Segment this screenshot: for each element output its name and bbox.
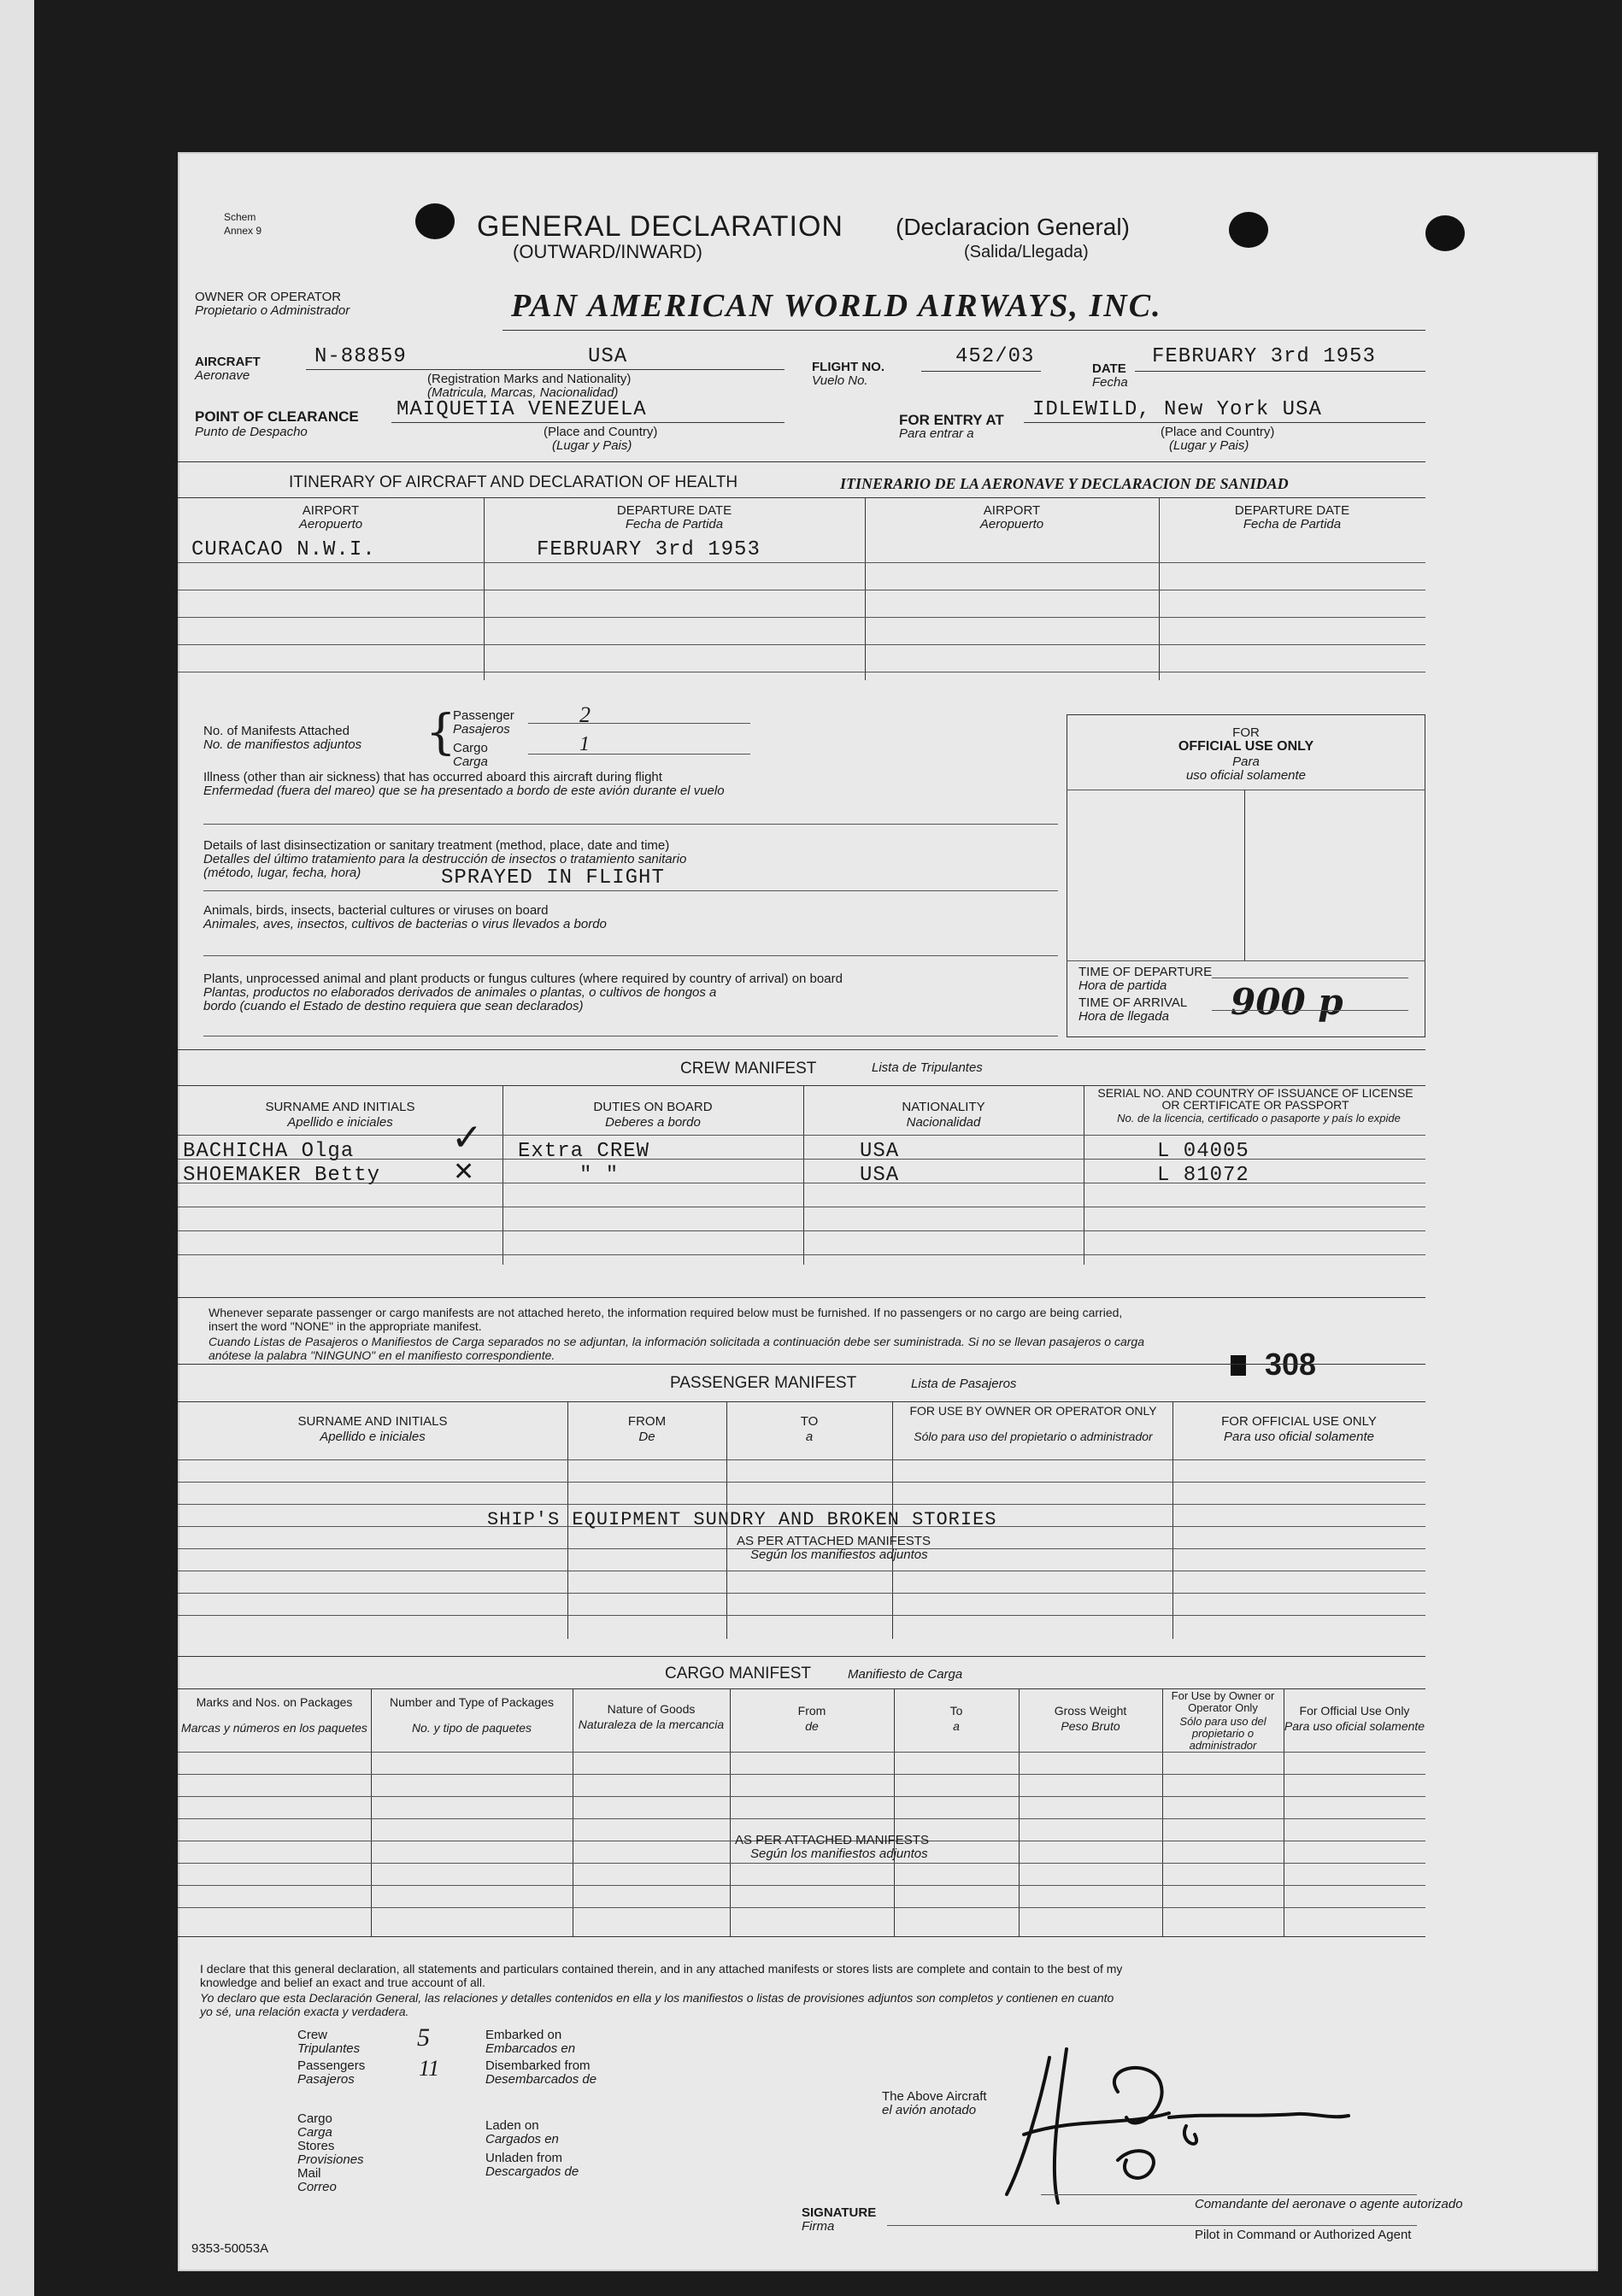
crew-row-1-serial: L 04005	[1157, 1140, 1249, 1163]
pax-col-from-es: De	[638, 1430, 655, 1444]
entry-value: IDLEWILD, New York USA	[1032, 398, 1322, 421]
aircraft-nationality: USA	[588, 345, 628, 368]
embarked-label: Embarked on	[485, 2028, 562, 2042]
laden-label-es: Cargados en	[485, 2132, 559, 2146]
cargo-count: 1	[579, 733, 590, 755]
arrival-time-value: 900 p	[1231, 981, 1343, 1023]
illness-label: Illness (other than air sickness) that has occurred aboard this aircraft during flight	[203, 770, 662, 784]
form-title-es: (Declaracion General)	[896, 214, 1130, 240]
official-heading-es-2: uso oficial solamente	[1185, 768, 1307, 783]
official-heading-es-1: Para	[1232, 755, 1260, 769]
pax-col-owner: FOR USE BY OWNER OR OPERATOR ONLY	[909, 1404, 1157, 1418]
cargo-heading: CARGO MANIFEST	[665, 1665, 812, 1682]
crew-col-duties-es: Deberes a bordo	[605, 1115, 701, 1130]
date-value: FEBRUARY 3rd 1953	[1152, 345, 1376, 368]
laden-label: Laden on	[485, 2118, 539, 2133]
crew-total-label-es: Tripulantes	[297, 2041, 361, 2056]
notice-line-4: anótese la palabra "NINGUNO" en el manifiesto correspondiente.	[209, 1348, 555, 1362]
crew-col-nationality-es: Nacionalidad	[906, 1115, 981, 1130]
notice-line-2: insert the word "NONE" in the appropriate manifest.	[209, 1319, 482, 1333]
official-heading-2: OFFICIAL USE ONLY	[1178, 739, 1314, 754]
unladen-label-es: Descargados de	[485, 2164, 579, 2179]
passenger-heading-es: Lista de Pasajeros	[911, 1377, 1017, 1391]
entry-label: FOR ENTRY AT	[899, 412, 1004, 428]
passengers-total-label-es: Pasajeros	[297, 2072, 355, 2087]
itin-col-date: DEPARTURE DATE	[616, 503, 732, 518]
cargo-col-owner: For Use by Owner or Operator Only	[1171, 1689, 1275, 1714]
cargo-col-weight-es: Peso Bruto	[1061, 1719, 1120, 1733]
arrival-time-label-es: Hora de llegada	[1078, 1009, 1169, 1024]
animals-label: Animals, birds, insects, bacterial cultures or viruses on board	[203, 903, 549, 918]
operator-name: PAN AMERICAN WORLD AIRWAYS, INC.	[511, 288, 1162, 324]
crew-row-1-nationality: USA	[860, 1140, 900, 1163]
form-subtitle: (OUTWARD/INWARD)	[513, 241, 702, 262]
aircraft-marks: N-88859	[314, 345, 407, 368]
departure-time-label-es: Hora de partida	[1078, 978, 1167, 993]
aircraft-label: AIRCRAFT	[195, 355, 261, 369]
pax-col-name-es: Apellido e iniciales	[320, 1430, 426, 1444]
crew-row-2-nationality: USA	[860, 1164, 900, 1187]
crew-heading-es: Lista de Tripulantes	[872, 1060, 983, 1075]
clearance-label-es: Punto de Despacho	[195, 425, 308, 439]
signature-label-es: Firma	[802, 2219, 835, 2234]
unladen-label: Unladen from	[485, 2151, 563, 2165]
decl-line-1: I declare that this general declaration, all statements and particulars contained therein, and in any attached manifests or stores lists are complete and contain to the best of my	[200, 1962, 1123, 1976]
pax-attached-es: Según los manifiestos adjuntos	[750, 1547, 928, 1562]
crew-col-nationality: NATIONALITY	[902, 1100, 985, 1114]
cargo-col-to-es: a	[953, 1719, 960, 1733]
manifests-brace: {	[426, 705, 456, 760]
clearance-label: POINT OF CLEARANCE	[195, 408, 359, 425]
aircraft-caption: (Registration Marks and Nationality)	[427, 372, 632, 386]
pax-col-owner-es: Sólo para uso del propietario o administrador	[914, 1430, 1153, 1443]
crew-col-serial-es: No. de la licencia, certificado o pasaporte y país lo expide	[1117, 1112, 1401, 1125]
itinerary-heading: ITINERARY OF AIRCRAFT AND DECLARATION OF HEALTH	[289, 473, 738, 491]
pax-col-official-es: Para uso oficial solamente	[1224, 1430, 1374, 1444]
cargo-heading-es: Manifiesto de Carga	[848, 1667, 963, 1682]
crew-row-2-serial: L 81072	[1157, 1164, 1249, 1187]
disinsect-value: SPRAYED IN FLIGHT	[441, 866, 665, 890]
arrival-time-label: TIME OF ARRIVAL	[1078, 995, 1188, 1010]
pax-col-name: SURNAME AND INITIALS	[297, 1414, 448, 1429]
date-label: DATE	[1092, 361, 1126, 376]
cargo-col-packages: Number and Type of Packages	[390, 1695, 554, 1709]
notice-line-1: Whenever separate passenger or cargo manifests are not attached hereto, the information required below must be furnished. If no passengers or no cargo are being carried,	[209, 1306, 1123, 1319]
stores-total-label: Stores	[297, 2139, 335, 2153]
crew-col-name-es: Apellido e iniciales	[287, 1115, 393, 1130]
corner-annex: Annex 9	[224, 225, 262, 237]
disinsect-label-es: Detalles del último tratamiento para la destrucción de insectos o tratamiento sanitario	[203, 852, 687, 866]
cargo-col-from-es: de	[805, 1719, 819, 1733]
embarked-label-es: Embarcados en	[485, 2041, 576, 2056]
passenger-heading: PASSENGER MANIFEST	[670, 1374, 857, 1392]
official-heading-1: FOR	[1232, 725, 1260, 740]
cargo-col-official-es: Para uso oficial solamente	[1284, 1719, 1425, 1733]
flight-label: FLIGHT NO.	[812, 360, 884, 374]
entry-caption-es: (Lugar y Pais)	[1169, 438, 1249, 453]
cargo-label: Cargo	[453, 741, 488, 755]
form-title: GENERAL DECLARATION	[477, 210, 843, 243]
date-label-es: Fecha	[1092, 375, 1128, 390]
disembarked-label-es: Desembarcados de	[485, 2072, 597, 2087]
cargo-col-owner-es: Sólo para uso del propietario o administrador	[1179, 1715, 1266, 1752]
crew-row-2-duty: " "	[579, 1164, 620, 1187]
passenger-count: 2	[579, 702, 591, 727]
cargo-col-to: To	[949, 1704, 963, 1718]
itin-airport-cell: CURACAO N.W.I.	[191, 538, 376, 561]
manifests-label-es: No. de manifiestos adjuntos	[203, 737, 362, 752]
clearance-caption-es: (Lugar y Pais)	[552, 438, 632, 453]
manifest-stamp-number: 308	[1265, 1347, 1317, 1382]
disinsect-label: Details of last disinsectization or sanitary treatment (method, place, date and time)	[203, 838, 670, 853]
binder-strip	[0, 0, 34, 2296]
crew-row-1-name: BACHICHA Olga	[183, 1140, 355, 1163]
cross-mark-icon: ✕	[453, 1157, 475, 1187]
illness-label-es: Enfermedad (fuera del mareo) que se ha presentado a bordo de este avión durante el vuelo	[203, 784, 725, 798]
flight-number: 452/03	[955, 345, 1035, 368]
above-aircraft-label-es: el avión anotado	[882, 2103, 977, 2117]
decl-line-2: knowledge and belief an exact and true account of all.	[200, 1976, 485, 1989]
animals-label-es: Animales, aves, insectos, cultivos de bacterias o virus llevados a bordo	[203, 917, 607, 931]
manifests-label: No. of Manifests Attached	[203, 724, 350, 738]
itin-col-airport2: AIRPORT	[983, 503, 1041, 518]
pax-col-to-es: a	[805, 1430, 814, 1444]
cargo-col-nature-es: Naturaleza de la mercancia	[578, 1718, 725, 1731]
captain-signature	[990, 2032, 1434, 2220]
disembarked-label: Disembarked from	[485, 2058, 591, 2073]
entry-label-es: Para entrar a	[899, 426, 974, 441]
mail-total-label: Mail	[297, 2166, 321, 2181]
clearance-value: MAIQUETIA VENEZUELA	[397, 398, 647, 421]
flight-label-es: Vuelo No.	[812, 373, 868, 388]
cargo-label-es: Carga	[453, 755, 488, 769]
crew-total-label: Crew	[297, 2028, 328, 2042]
cargo-total-label-es: Carga	[297, 2125, 332, 2140]
pax-col-from: FROM	[627, 1414, 667, 1429]
declaration-form	[178, 152, 1598, 2271]
commandant-caption: Comandante del aeronave o agente autorizado	[1195, 2197, 1463, 2211]
punch-hole	[1229, 212, 1268, 248]
aircraft-caption-es: (Matricula, Marcas, Nacionalidad)	[427, 385, 619, 400]
owner-label: OWNER OR OPERATOR	[195, 290, 342, 304]
form-number: 9353-50053A	[191, 2241, 269, 2256]
crew-heading: CREW MANIFEST	[680, 1060, 817, 1078]
cargo-col-weight: Gross Weight	[1054, 1704, 1127, 1718]
crew-col-duties: DUTIES ON BOARD	[593, 1100, 713, 1114]
disinsect-label-es2: (método, lugar, fecha, hora)	[203, 866, 361, 880]
crew-total-value: 5	[417, 2023, 430, 2052]
above-aircraft-label: The Above Aircraft	[882, 2089, 987, 2104]
stamp-mark	[1231, 1355, 1246, 1376]
itin-col-date-es: Fecha de Partida	[625, 517, 724, 531]
owner-label-es: Propietario o Administrador	[195, 303, 350, 318]
crew-col-name: SURNAME AND INITIALS	[265, 1100, 415, 1114]
signature-label: SIGNATURE	[802, 2205, 877, 2220]
mail-total-label-es: Correo	[297, 2180, 337, 2194]
notice-line-3: Cuando Listas de Pasajeros o Manifiestos de Carga separados no se adjuntan, la información solicitada a continuación debe ser suministrada. Si no se llevan pasajeros o carga	[209, 1335, 1144, 1348]
departure-time-label: TIME OF DEPARTURE	[1078, 965, 1213, 979]
itin-col-airport2-es: Aeropuerto	[979, 517, 1044, 531]
decl-line-3: Yo declaro que esta Declaración General, las relaciones y detalles contenidos en ella y los manifiestos o listas de provisiones adjuntos son completos y contienen en cuanto	[200, 1991, 1114, 2005]
pax-attached: AS PER ATTACHED MANIFESTS	[737, 1534, 931, 1548]
cargo-total-label: Cargo	[297, 2111, 332, 2126]
itin-date-cell: FEBRUARY 3rd 1953	[537, 538, 761, 561]
punch-hole	[1425, 215, 1465, 251]
itin-col-airport: AIRPORT	[302, 503, 360, 518]
cargo-attached: AS PER ATTACHED MANIFESTS	[735, 1833, 929, 1847]
stores-total-label-es: Provisiones	[297, 2152, 364, 2167]
passenger-label-es: Pasajeros	[453, 722, 510, 737]
punch-hole	[415, 203, 455, 239]
cargo-col-marks-es: Marcas y números en los paquetes	[181, 1721, 367, 1735]
pilot-caption: Pilot in Command or Authorized Agent	[1195, 2228, 1412, 2242]
cargo-col-packages-es: No. y tipo de paquetes	[411, 1721, 532, 1735]
corner-note: Schem	[224, 211, 256, 223]
crew-col-serial: SERIAL NO. AND COUNTRY OF ISSUANCE OF LICENSE OR CERTIFICATE OR PASSPORT	[1097, 1086, 1413, 1112]
check-mark-icon: ✓	[451, 1116, 483, 1160]
passengers-total-value: 11	[419, 2056, 440, 2081]
plants-label: Plants, unprocessed animal and plant products or fungus cultures (where required by country of arrival) on board	[203, 972, 843, 986]
cargo-col-official: For Official Use Only	[1299, 1704, 1410, 1718]
plants-label-es: Plantas, productos no elaborados derivados de animales o plantas, o cultivos de hongos a	[203, 985, 717, 1000]
passenger-label: Passenger	[453, 708, 514, 723]
cargo-col-nature: Nature of Goods	[607, 1702, 696, 1716]
pax-col-official: FOR OFFICIAL USE ONLY	[1221, 1414, 1377, 1429]
cargo-col-from: From	[797, 1704, 826, 1718]
entry-caption: (Place and Country)	[1161, 425, 1275, 439]
itin-col-date2: DEPARTURE DATE	[1234, 503, 1350, 518]
cargo-attached-es: Según los manifiestos adjuntos	[750, 1847, 928, 1861]
pax-typed-entry: SHIP'S EQUIPMENT SUNDRY AND BROKEN STORIES	[487, 1509, 997, 1530]
decl-line-4: yo sé, una relación exacta y verdadera.	[200, 2005, 409, 2018]
passengers-total-label: Passengers	[297, 2058, 366, 2073]
pax-col-to: TO	[800, 1414, 819, 1429]
itin-col-date2-es: Fecha de Partida	[1243, 517, 1342, 531]
form-subtitle-es: (Salida/Llegada)	[964, 243, 1089, 261]
itin-col-airport-es: Aeropuerto	[298, 517, 363, 531]
itinerary-heading-es: ITINERARIO DE LA AERONAVE Y DECLARACION DE SANIDAD	[840, 475, 1289, 492]
crew-row-1-duty: Extra CREW	[518, 1140, 650, 1163]
plants-label-es2: bordo (cuando el Estado de destino requiera que sean declarados)	[203, 999, 584, 1013]
clearance-caption: (Place and Country)	[544, 425, 658, 439]
aircraft-label-es: Aeronave	[195, 368, 250, 383]
crew-row-2-name: SHOEMAKER Betty	[183, 1164, 381, 1187]
cargo-col-marks: Marks and Nos. on Packages	[196, 1695, 353, 1709]
